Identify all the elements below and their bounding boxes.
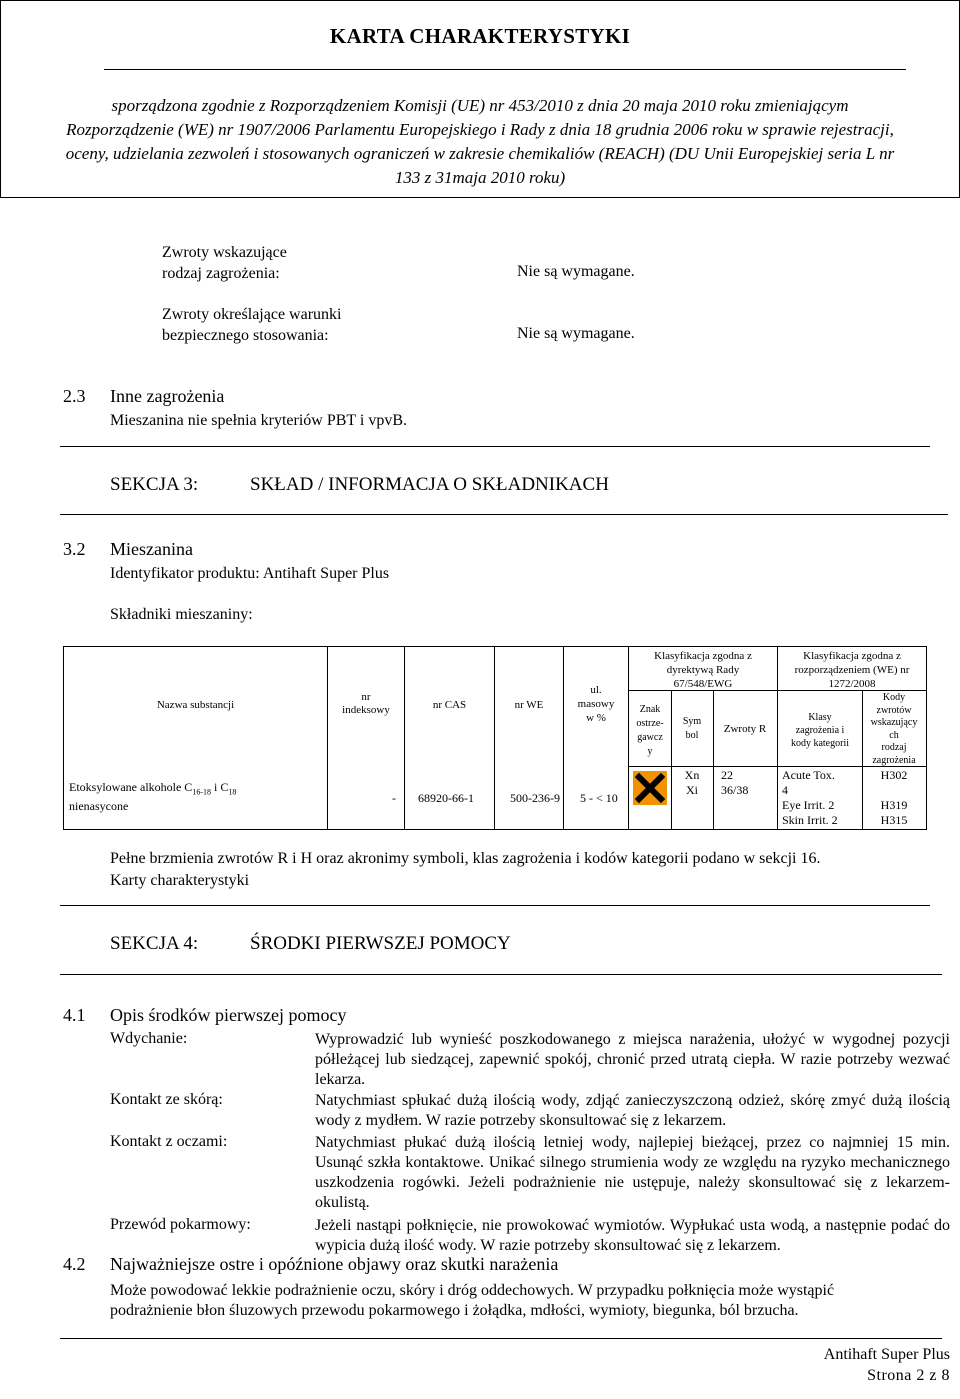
header-regulation-line: rozporządzeniem (WE) nr bbox=[794, 664, 910, 676]
section-4-label: SEKCJA 4: bbox=[110, 933, 199, 954]
ingestion-text: Jeżeli nastąpi połknięcie, nie prowokować wymiotów. Wypłukać usta wodą, a następnie podać do wypicia dużą ilość wody. W razie potrzeby skonsultować się z lekarzem. bbox=[315, 1217, 950, 1254]
row-r-phrases bbox=[721, 768, 748, 798]
substance-name-line-2: nienasycone bbox=[69, 799, 129, 814]
row-cas: 68920-66-1 bbox=[418, 791, 474, 805]
section-3-note-1: Pełne brzmienia zwrotów R i H oraz akronimy symboli, klas zagrożenia i kodów kategorii podano w sekcji 16. bbox=[110, 850, 821, 867]
document-title: KARTA CHARAKTERYSTYKI bbox=[329, 24, 631, 48]
inner-border bbox=[629, 690, 777, 691]
header-index bbox=[328, 691, 404, 717]
substance-subscript: 18 bbox=[228, 787, 237, 797]
r-label-line-1: Zwroty wskazujące bbox=[162, 244, 287, 261]
header-codes-line: wskazujący bbox=[870, 717, 918, 728]
section-4-1-title: Opis środków pierwszej pomocy bbox=[110, 1005, 347, 1025]
header-hazard-codes bbox=[862, 692, 926, 767]
s-label-line-1: Zwroty określające warunki bbox=[162, 306, 342, 323]
section-3-note-2: Karty charakterystyki bbox=[110, 872, 250, 889]
header-sign-line: Znak bbox=[639, 704, 661, 715]
hazard-code-value: H319 bbox=[880, 798, 908, 812]
header-symbol bbox=[671, 715, 713, 743]
header-codes-line: ch bbox=[889, 729, 899, 741]
header-codes-line: Kody bbox=[882, 692, 906, 703]
header-index-line: indeksowy bbox=[342, 704, 390, 716]
header-symbol-line: bol bbox=[685, 730, 699, 741]
header-sign-line: ostrze- bbox=[636, 718, 664, 729]
subtitle-line-3: oceny, udzielania zezwoleń i stosowanych ograniczeń w zakresie chemikaliów (REACH) (DU Unii Europejskiej seria L nr bbox=[65, 144, 895, 163]
header-codes-line: rodzaj bbox=[881, 742, 907, 753]
s-phrases-value: Nie są wymagane. bbox=[517, 325, 635, 342]
header-regulation-line: Klasyfikacja zgodna z bbox=[803, 650, 901, 662]
inner-border bbox=[713, 690, 714, 830]
header-classes-line: Klasy bbox=[808, 712, 832, 723]
row-mass: 5 - < 10 bbox=[580, 791, 618, 805]
footer-product: Antihaft Super Plus bbox=[823, 1346, 950, 1363]
header-classes-line: kody kategorii bbox=[790, 738, 850, 749]
section-4-title: ŚRODKI PIERWSZEJ POMOCY bbox=[250, 933, 511, 954]
header-classes bbox=[778, 711, 862, 750]
regulation-subtitle bbox=[40, 94, 920, 190]
divider bbox=[60, 514, 948, 515]
composition-table bbox=[63, 646, 927, 830]
section-2-3-number: 2.3 bbox=[63, 386, 86, 406]
divider bbox=[60, 974, 942, 975]
header-symbol-line: Sym bbox=[682, 716, 702, 727]
inner-border bbox=[629, 766, 777, 767]
skin-contact-text: Natychmiast spłukać dużą ilością wody, zdjąć zanieczyszczoną odzież, skórę zmyć dużą ilością wody z mydłem. W razie potrzeby skonsultować się z lekarzem. bbox=[315, 1092, 950, 1129]
r-phrase-value: 22 bbox=[721, 768, 733, 782]
row-substance-name bbox=[69, 780, 236, 814]
r-phrases-label bbox=[162, 242, 287, 284]
inhalation-label: Wdychanie: bbox=[110, 1030, 188, 1047]
divider bbox=[60, 446, 930, 447]
header-mass-line: masowy bbox=[577, 698, 615, 710]
header-codes-line: zagrożenia bbox=[872, 754, 916, 766]
eye-contact-label: Kontakt z oczami: bbox=[110, 1133, 228, 1150]
header-directive-line: 67/548/EWG bbox=[673, 678, 733, 690]
inner-border bbox=[671, 690, 672, 830]
spacer bbox=[862, 783, 926, 798]
header-mass-line: w % bbox=[586, 712, 606, 724]
header-codes-line: zwrotów bbox=[876, 704, 912, 716]
footer-page-number: Strona 2 z 8 bbox=[867, 1367, 950, 1384]
header-sign-line: y bbox=[647, 746, 653, 757]
header-name: Nazwa substancji bbox=[156, 699, 235, 711]
header-mass bbox=[564, 683, 628, 725]
header-index-line: nr bbox=[361, 691, 371, 703]
section-4-2-number: 4.2 bbox=[63, 1254, 86, 1274]
inner-border bbox=[778, 690, 926, 691]
header-directive bbox=[629, 649, 777, 691]
header-mass-line: ul. bbox=[590, 684, 602, 696]
eye-contact-text: Natychmiast płukać dużą ilością letniej wody, najlepiej bieżącej, przez co najmniej 15 min. Usunąć szkła kontaktowe. Unikać silnego strumienia wody ze względu na ryzyko mechanicznego uszkodzenia rogówki. Jeżeli podrażnienie nie ustępuje, należy skonsultować się z lekarzem-okulistą. bbox=[315, 1134, 950, 1211]
col-name bbox=[64, 647, 328, 830]
section-2-3-title: Inne zagrożenia bbox=[110, 386, 225, 406]
header-r-phrases: Zwroty R bbox=[723, 723, 767, 735]
section-3-title: SKŁAD / INFORMACJA O SKŁADNIKACH bbox=[250, 474, 609, 495]
section-4-1-number: 4.1 bbox=[63, 1005, 86, 1025]
row-symbols bbox=[671, 768, 713, 798]
header-directive-line: dyrektywą Rady bbox=[666, 664, 740, 676]
header-classes-line: zagrożenia i bbox=[795, 725, 845, 736]
symbol-value: Xi bbox=[686, 783, 698, 797]
hazard-class-value: Eye Irrit. 2 bbox=[782, 798, 835, 812]
col-regulation bbox=[778, 647, 927, 830]
row-index: - bbox=[392, 791, 396, 805]
substance-name-part: Etoksylowane alkohole C bbox=[69, 780, 193, 794]
header-regulation bbox=[778, 649, 926, 691]
row-hazard-codes bbox=[862, 768, 926, 828]
header-we: nr WE bbox=[514, 699, 544, 711]
product-identifier: Identyfikator produktu: Antihaft Super Plus bbox=[110, 565, 390, 582]
header-sign bbox=[629, 703, 671, 759]
section-3-2-title: Mieszanina bbox=[110, 539, 193, 559]
inhalation-text: Wyprowadzić lub wynieść poszkodowanego z miejsca narażenia, ułożyć w wygodnej pozycji półleżącej lub siedzącej, zapewnić spokój, chronić przed utratą ciepła. W razie potrzeby wezwać lekarza. bbox=[315, 1031, 950, 1088]
hazard-class-value: Acute Tox. bbox=[782, 768, 835, 782]
hazard-cross-icon bbox=[633, 771, 667, 805]
s-phrases-label bbox=[162, 304, 341, 346]
header-cas: nr CAS bbox=[432, 699, 467, 711]
section-3-2-number: 3.2 bbox=[63, 539, 86, 559]
divider bbox=[60, 905, 930, 906]
title-divider bbox=[104, 69, 906, 70]
hazard-class-value: 4 bbox=[782, 783, 788, 797]
hazard-class-value: Skin Irrit. 2 bbox=[782, 813, 838, 827]
components-label: Składniki mieszaniny: bbox=[110, 606, 253, 623]
row-hazard-classes bbox=[782, 768, 838, 828]
r-phrase-value: 36/38 bbox=[721, 783, 749, 797]
substance-subscript: 16-18 bbox=[192, 787, 211, 797]
header-directive-line: Klasyfikacja zgodna z bbox=[654, 650, 752, 662]
footer-divider bbox=[60, 1338, 942, 1339]
subtitle-line-4: 133 z 31maja 2010 roku) bbox=[394, 168, 566, 187]
section-2-3-text: Mieszanina nie spełnia kryteriów PBT i vpvB. bbox=[110, 412, 407, 429]
subtitle-line-1: sporządzona zgodnie z Rozporządzeniem Komisji (UE) nr 453/2010 z dnia 20 maja 2010 roku zmieniającym bbox=[111, 96, 849, 115]
row-we: 500-236-9 bbox=[510, 791, 560, 805]
subtitle-line-2: Rozporządzenie (WE) nr 1907/2006 Parlamentu Europejskiego i Rady z dnia 18 grudnia 2006 roku w sprawie rejestracji, bbox=[66, 120, 894, 139]
r-phrases-value: Nie są wymagane. bbox=[517, 263, 635, 280]
col-directive bbox=[629, 647, 778, 830]
ingestion-label: Przewód pokarmowy: bbox=[110, 1216, 251, 1233]
header-sign-line: gawcz bbox=[637, 732, 663, 743]
hazard-code-value: H302 bbox=[880, 768, 908, 782]
symbol-value: Xn bbox=[684, 768, 700, 782]
r-label-line-2: rodzaj zagrożenia: bbox=[162, 265, 280, 282]
hazard-code-value: H315 bbox=[880, 813, 908, 827]
section-3-label: SEKCJA 3: bbox=[110, 474, 199, 495]
skin-contact-label: Kontakt ze skórą: bbox=[110, 1091, 223, 1108]
s-label-line-2: bezpiecznego stosowania: bbox=[162, 327, 329, 344]
section-4-2-title: Najważniejsze ostre i opóźnione objawy oraz skutki narażenia bbox=[110, 1254, 559, 1274]
section-4-2-text: Może powodować lekkie podrażnienie oczu, skóry i dróg oddechowych. W przypadku połknięcia może wystąpić podrażnienie błon śluzowych przewodu pokarmowego i żołądka, mdłości, wymioty, biegunka, ból brzucha. bbox=[110, 1282, 835, 1319]
header-regulation-line: 1272/2008 bbox=[828, 678, 876, 690]
substance-name-part: i C bbox=[210, 780, 229, 794]
